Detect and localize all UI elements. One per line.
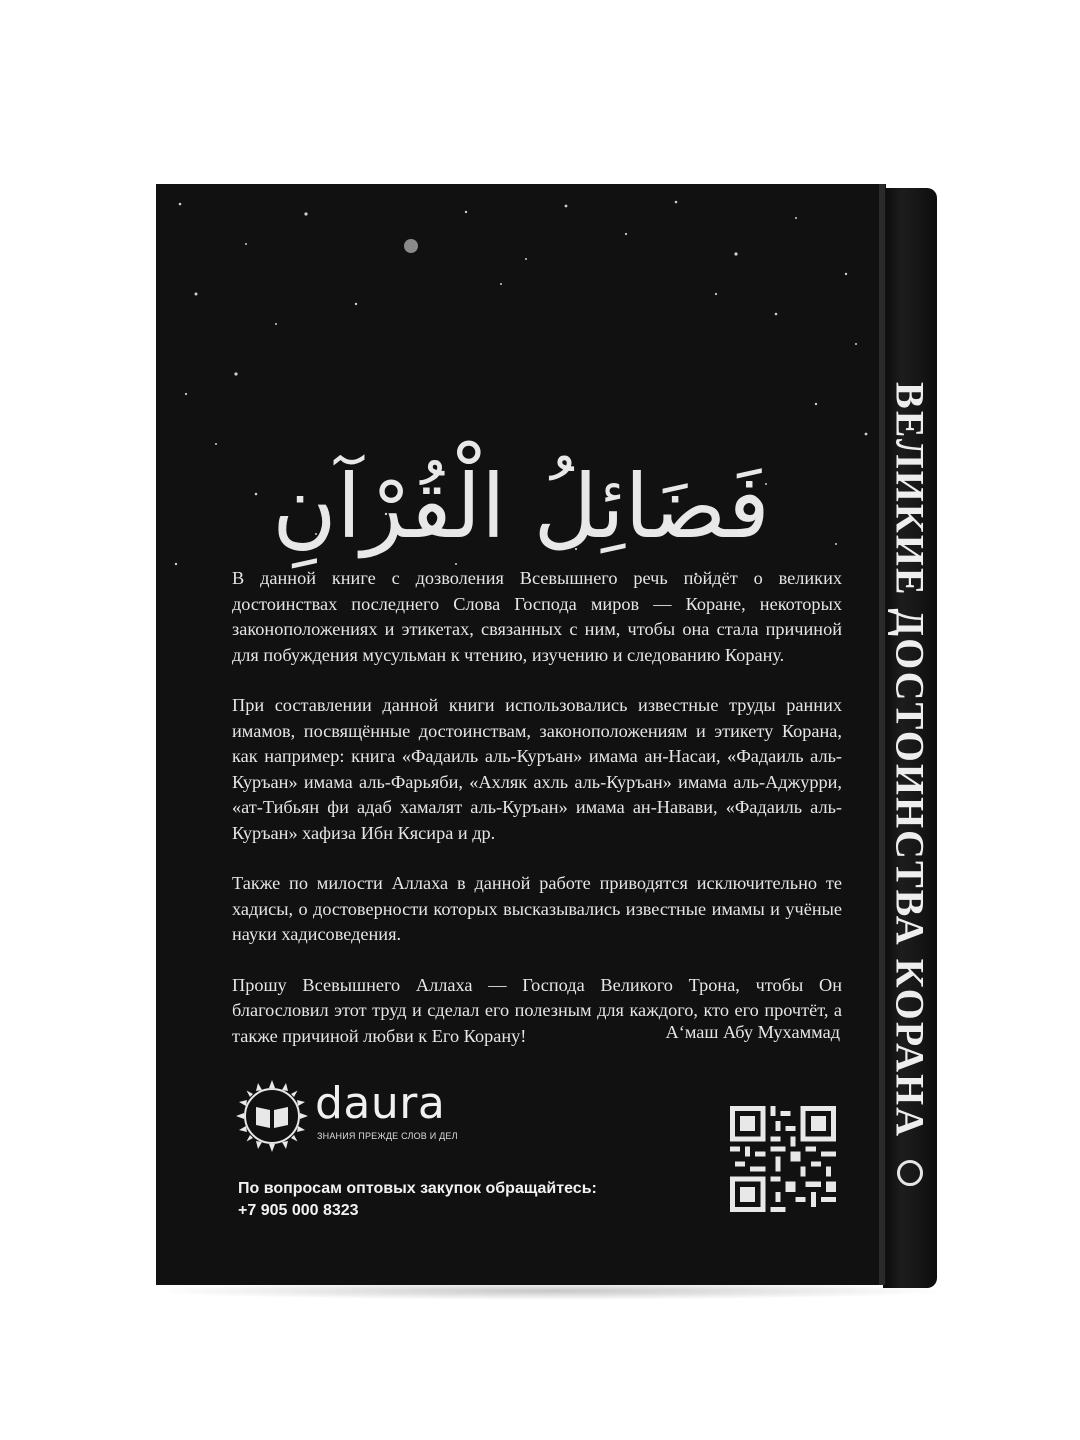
spine-logo-icon	[897, 1160, 923, 1186]
star	[855, 343, 857, 345]
star	[715, 293, 717, 295]
star	[675, 201, 678, 204]
publisher-logo-icon	[232, 1076, 312, 1156]
description-paragraph: Прошу Всевышнего Аллаха — Господа Великого Трона, чтобы Он благословил этот труд и сделал его полезным для каждого, кто его прочтёт, а также причиной любви к Его Корану!	[232, 974, 842, 1046]
author-signature: Аʻмаш Абу Мухаммад	[665, 1022, 840, 1042]
book-icon	[256, 1107, 288, 1128]
star	[404, 239, 418, 253]
star	[185, 393, 187, 395]
star	[215, 443, 217, 445]
star	[465, 211, 467, 213]
publisher-tagline: ЗНАНИЯ ПРЕЖДЕ СЛОВ И ДЕЛ	[317, 1131, 458, 1141]
qr-code	[730, 1106, 836, 1212]
spine-edge	[879, 184, 885, 1285]
star	[275, 323, 277, 325]
star	[500, 283, 502, 285]
star	[195, 293, 198, 296]
star	[625, 233, 627, 235]
wholesale-phone: +7 905 000 8323	[238, 1202, 359, 1219]
star	[304, 212, 307, 215]
star	[525, 258, 527, 260]
star	[455, 563, 457, 565]
star	[865, 433, 868, 436]
star	[355, 303, 357, 305]
star	[565, 205, 568, 208]
star	[179, 203, 182, 206]
spine-title: ВЕЛИКИЕ ДОСТОИНСТВА КОРАНА	[887, 382, 933, 1138]
star	[234, 372, 237, 375]
sunburst-icon	[236, 1080, 308, 1152]
description-paragraph: При составлении данной книги использовались известные труды ранних имамов, посвящённые достоинствам, законоположениям и этикету Корана, как например: книга «Фадаиль аль-Куръан» имама ан-Насаи, «Фадаиль аль-Куръан» имама аль-Фарьяби, «Ахляк ахль аль-Куръан» имама аль-Аджурри, «ат-Тибьян фи адаб хамалят аль-Куръан» имама ан-Навави, «Фадаиль аль-Куръан» хафиза Ибн Кясира и др.	[232, 695, 842, 843]
star	[245, 243, 247, 245]
publisher-name: daura	[315, 1078, 446, 1129]
cover-description	[232, 566, 842, 1074]
arabic-calligraphy-title: فَضَائِلُ الْقُرْآنِ	[272, 455, 770, 558]
star	[795, 217, 797, 219]
star	[845, 273, 847, 275]
star	[775, 313, 778, 316]
star	[815, 403, 817, 405]
wholesale-contact-label: По вопросам оптовых закупок обращайтесь:	[238, 1180, 597, 1197]
description-paragraph: В данной книге с дозволения Всевышнего речь пойдёт о великих достоинствах последнего Слова Господа миров — Коране, некоторых законоположениях и этикетах, связанных с ним, чтобы она стала причиной для побуждения мусульман к чтению, изучению и следованию Корану.	[232, 568, 842, 665]
star	[175, 563, 177, 565]
star	[734, 252, 737, 255]
description-paragraph: Также по милости Аллаха в данной работе приводятся исключительно те хадисы, о достоверности которых высказывались известные имамы и учёные науки хадисоведения.	[232, 873, 842, 944]
